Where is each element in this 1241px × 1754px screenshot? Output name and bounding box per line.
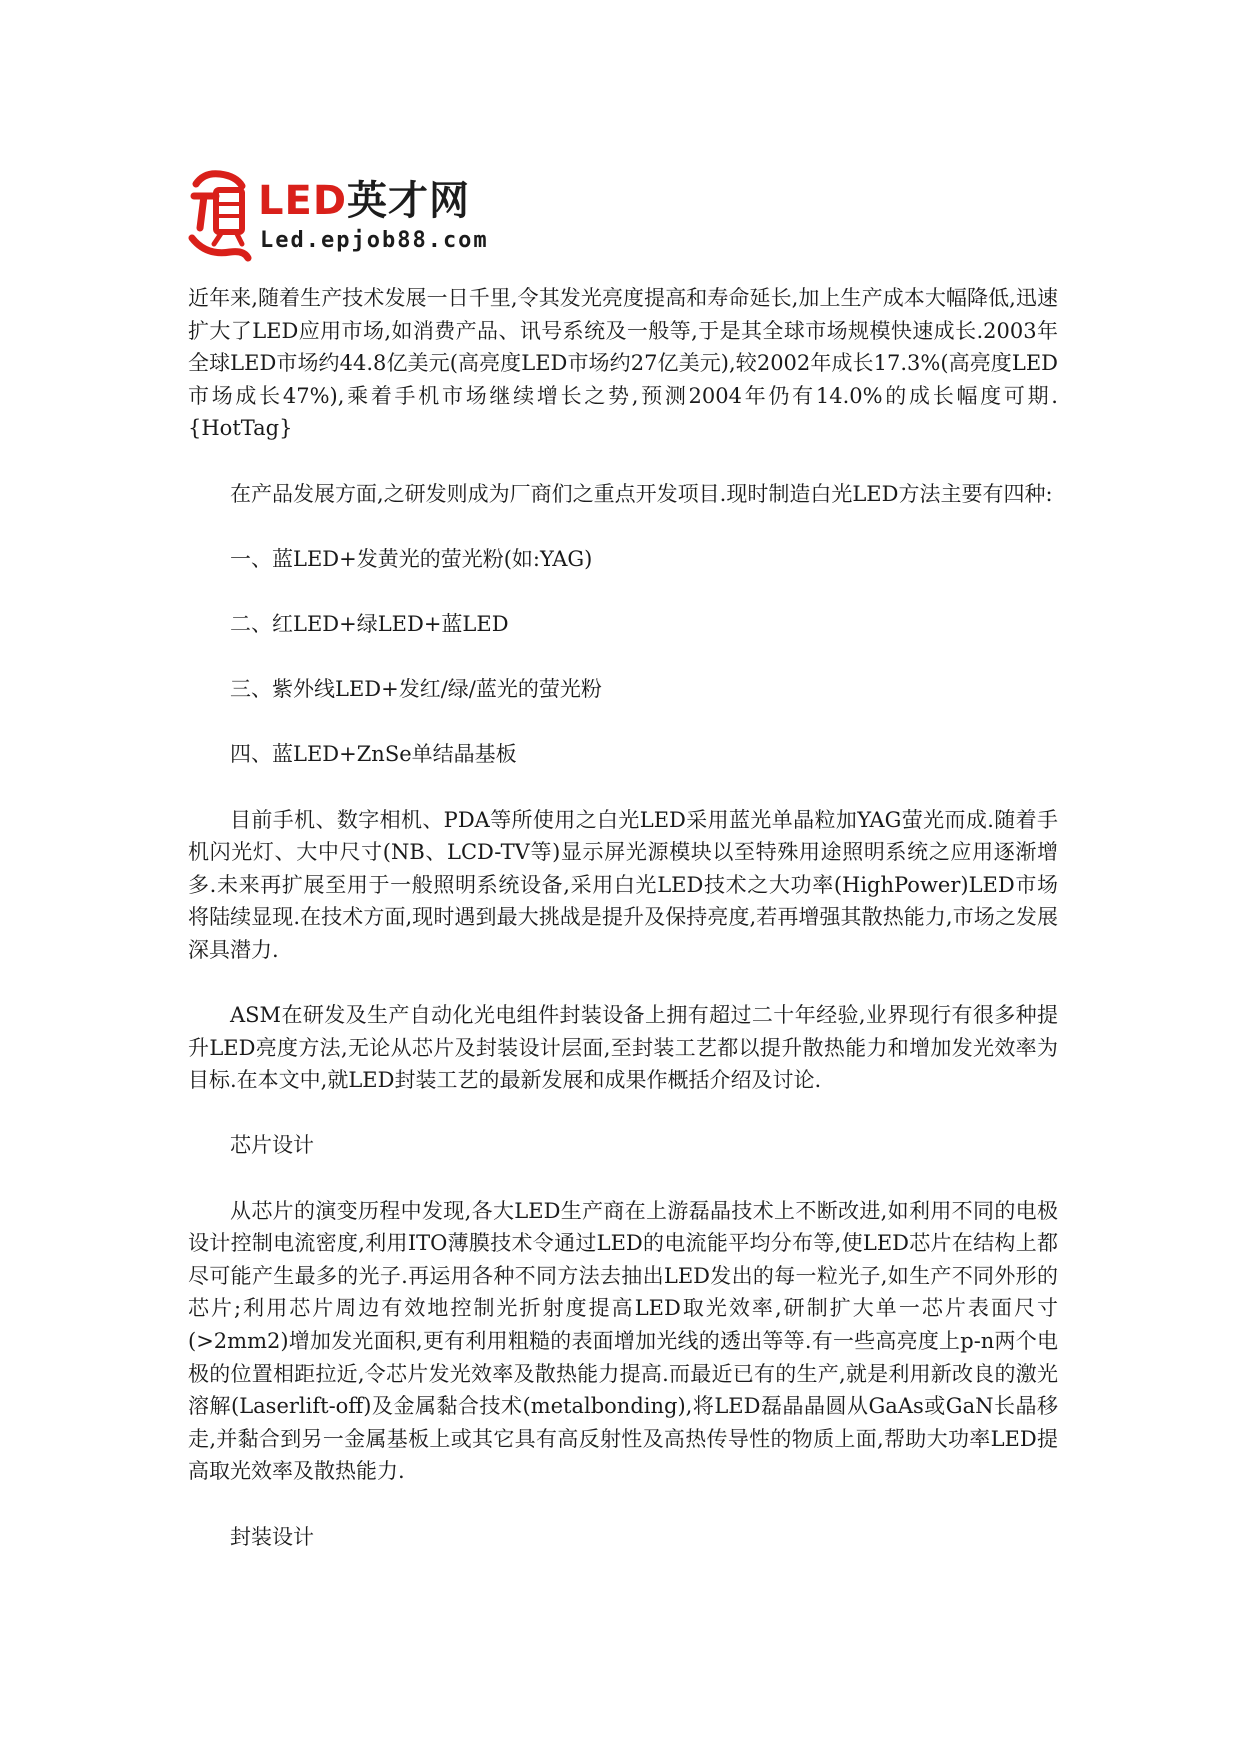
paragraph-white-led-methods: 在产品发展方面,之研发则成为厂商们之重点开发项目.现时制造白光LED方法主要有四种: — [230, 481, 1053, 506]
section-heading-chip-design: 芯片设计 — [230, 1133, 314, 1158]
article-body — [188, 282, 1058, 1586]
paragraph-intro: 近年来,随着生产技术发展一日千里,令其发光亮度提高和寿命延长,加上生产成本大幅降低,迅速扩大了LED应用市场,如消费产品、讯号系统及一般等,于是其全球市场规模快速成长.2003年全球LED市场约44.8亿美元(高亮度LED市场约27亿美元),较2002年成长17.3%(高亮度LED市场成长47%),乘着手机市场继续增长之势,预测2004年仍有14.0%的成长幅度可期.{HotTag} — [188, 286, 1058, 441]
logo-brand-led: LED — [258, 178, 348, 224]
jian-seal-logo-icon — [186, 166, 252, 262]
list-item-method-2: 二、红LED+绿LED+蓝LED — [230, 611, 509, 636]
paragraph-chip-design: 从芯片的演变历程中发现,各大LED生产商在上游磊晶技术上不断改进,如利用不同的电极设计控制电流密度,利用ITO薄膜技术令通过LED的电流能平均分布等,使LED芯片在结构上都尽可能产生最多的光子.再运用各种不同方法去抽出LED发出的每一粒光子,如生产不同外形的芯片;利用芯片周边有效地控制光折射度提高LED取光效率,研制扩大单一芯片表面尺寸(>2mm2)增加发光面积,更有利用粗糙的表面增加光线的透出等等.有一些高亮度上p-n两个电极的位置相距拉近,令芯片发光效率及散热能力提高.而最近已有的生产,就是利用新改良的激光溶解(Laserlift-off)及金属黏合技术(metalbonding),将LED磊晶晶圆从GaAs或GaN长晶移走,并黏合到另一金属基板上或其它具有高反射性及高热传导性的物质上面,帮助大功率LED提高取光效率及散热能力. — [188, 1198, 1058, 1484]
paragraph-applications: 目前手机、数字相机、PDA等所使用之白光LED采用蓝光单晶粒加YAG萤光而成.随着手机闪光灯、大中尺寸(NB、LCD-TV等)显示屏光源模块以至特殊用途照明系统之应用逐渐增多.未来再扩展至用于一般照明系统设备,采用白光LED技术之大功率(HighPower)LED市场将陆续显现.在技术方面,现时遇到最大挑战是提升及保持亮度,若再增强其散热能力,市场之发展深具潜力. — [188, 807, 1058, 962]
list-item-method-3: 三、紫外线LED+发红/绿/蓝光的萤光粉 — [230, 677, 602, 702]
logo-brand-cn: 英才网 — [347, 178, 471, 224]
list-item-method-1: 一、蓝LED+发黄光的萤光粉(如:YAG) — [230, 546, 593, 571]
logo-url: Led.epjob88.com — [260, 228, 489, 253]
paragraph-asm: ASM在研发及生产自动化光电组件封装设备上拥有超过二十年经验,业界现行有很多种提升LED亮度方法,无论从芯片及封装设计层面,至封装工艺都以提升散热能力和增加发光效率为目标.在本文中,就LED封装工艺的最新发展和成果作概括介绍及讨论. — [188, 1003, 1058, 1093]
logo-brand-text — [258, 178, 470, 224]
site-logo — [186, 166, 506, 262]
section-heading-package-design: 封装设计 — [230, 1524, 314, 1549]
list-item-method-4: 四、蓝LED+ZnSe单结晶基板 — [230, 742, 517, 767]
